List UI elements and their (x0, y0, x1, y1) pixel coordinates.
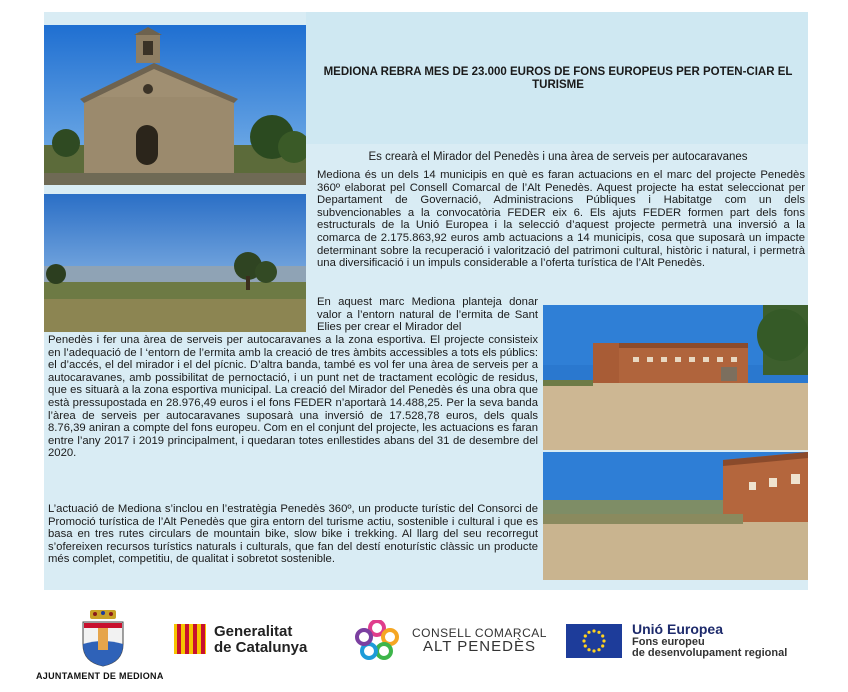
ajuntament-label: AJUNTAMENT DE MEDIONA (36, 671, 164, 681)
eu-subtitle (632, 637, 787, 659)
landscape-photo (44, 194, 306, 332)
eu-sub-line1: Fons europeu (632, 636, 705, 648)
article-title: MEDIONA REBRA MES DE 23.000 EUROS DE FONS EUROPEUS PER POTEN-CIAR EL TURISME (323, 66, 793, 91)
mediona-coat-of-arms (78, 610, 128, 673)
article-paragraph: Mediona és un dels 14 municipis en què es faran actuacions en el marc del projecte Penedès 360º elaborat pel Consell Comarcal de l’Alt Penedès. Aquest projecte ha estat seleccionat per Departament de Governació, Administracions Públiques i Habitatge com un dels subvencionables a la convocatòria FEDER eix 6. Els ajuts FEDER formen part dels fons estructurals de la Unió Europea i la selecció d’aquest projecte permetrà una inversió a la comarca de 2.175.863,92 euros amb actuacions a 14 municipis, cosa que suposarà un impacte determinant sobre la recuperació i valorització del patrimoni cultural, històric i natural, i permetrà una diversificació i un impuls considerable a l’oferta turística de l’Alt Penedès. (317, 169, 805, 270)
generalitat-line1: Generalitat (214, 623, 293, 640)
consell-line2: ALT PENEDÈS (422, 638, 536, 655)
church-photo (44, 25, 306, 185)
consell-line1: CONSELL COMARCAL (412, 626, 547, 640)
sports-building-photo (543, 305, 808, 450)
article-subtitle: Es crearà el Mirador del Penedès i una àrea de serveis per autocaravanes (368, 151, 748, 163)
eu-flag (566, 624, 622, 663)
sports-field-photo (543, 452, 808, 580)
eu-sub-line2: de desenvolupament regional (632, 647, 788, 659)
article-paragraph: En aquest marc Mediona planteja donar valor a l’entorn natural de l’ermita de Sant Elies per crear el Mirador del (317, 296, 538, 334)
generalitat-emblem (174, 624, 206, 659)
article-paragraph: L’actuació de Mediona s’inclou en l’estratègia Penedès 360º, un producte turístic del Consorci de Promoció turística de l’Alt Penedès que gira entorn del turisme actiu, sostenible i cultural i que es basa en tres rutes circulars de mountain bike, slow bike i trekking. Al llarg del seu recorregut s’ofereixen recursos turístics naturals i culturals, que fan del destí enoturístic clàssic un producte més complet, competitiu, de qualitat i sobretot sostenible. (48, 503, 538, 566)
generalitat-line2: de Catalunya (214, 639, 308, 656)
eu-title: Unió Europea (632, 621, 724, 637)
generalitat-name (214, 624, 307, 656)
consell-comarcal-emblem (354, 620, 400, 665)
article-paragraph: Penedès i fer una àrea de serveis per autocaravanes a la zona esportiva. El projecte consisteix en l’adequació de l ‘entorn de l’ermita amb la creació de tres àmbits accessibles a tots els públics: el d’accés, el del mirador i el del pícnic. D’altra banda, també es vol fer una àrea de serveis per a autocaravanes, amb possibilitat de pernoctació, i un punt net de tractament ecològic de residus, que es situarà a la zona esportiva municipal. La creació del Mirador del Penedès és una obra que està pressupostada en 28.976,49 euros i el fons FEDER n’aportarà 14.488,25. Per la seva banda l’àrea de serveis per autocaravanes suposarà una inversió de 17.528,78 euros, dels quals 8.76,39 aniran a compte del fons europeu. Com en el conjunt del projecte, les actuacions es faran entre l’any 2017 i 2019 principalment, i quedaran totes enllestides abans del 31 de desembre del 2020. (48, 334, 538, 460)
consell-comarcal-name (412, 626, 547, 654)
